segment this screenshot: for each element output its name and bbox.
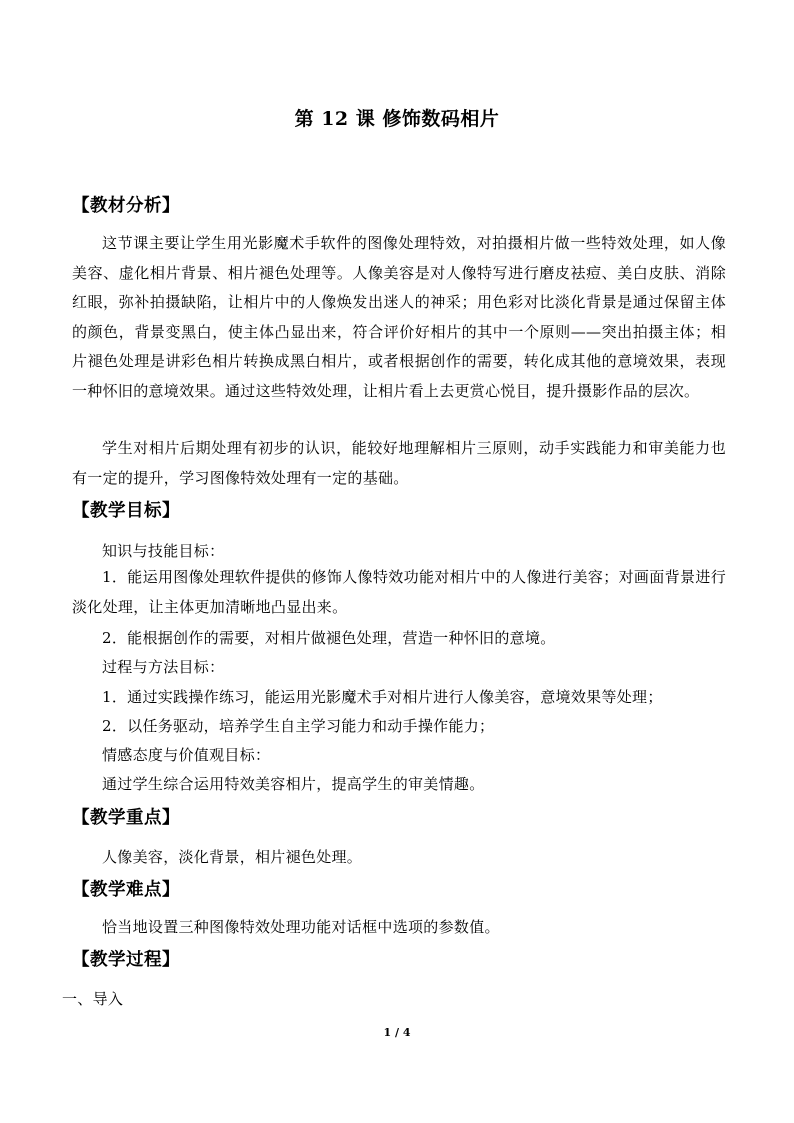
process-goal-2: 2．以任务驱动，培养学生自主学习能力和动手操作能力； — [102, 717, 495, 735]
section-heading-process: 【教学过程】 — [72, 950, 180, 970]
key-points-text: 人像美容，淡化背景，相片褪色处理。 — [102, 848, 363, 866]
process-goals-label: 过程与方法目标： — [102, 658, 225, 676]
material-analysis-paragraph-2: 学生对相片后期处理有初步的认识，能较好地理解相片三原则，动手实践能力和审美能力也有一定的提升，学习图像特效处理有一定的基础。 — [72, 439, 726, 487]
page-number: 1 / 4 — [383, 1026, 411, 1039]
section-heading-key-points: 【教学重点】 — [72, 808, 180, 828]
knowledge-goals-label: 知识与技能目标： — [102, 542, 225, 560]
emotion-goals-label: 情感态度与价值观目标： — [102, 746, 271, 764]
knowledge-goal-2: 2．能根据创作的需要，对相片做褪色处理，营造一种怀旧的意境。 — [102, 629, 556, 647]
section-heading-material-analysis: 【教材分析】 — [72, 196, 180, 216]
knowledge-goal-1: 1．能运用图像处理软件提供的修饰人像特效功能对相片中的人像进行美容；对画面背景进行淡化处理，让主体更加清晰地凸显出来。 — [72, 568, 726, 616]
section-heading-difficulties: 【教学难点】 — [72, 880, 180, 900]
page-title: 第 12 课 修饰数码相片 — [294, 108, 500, 130]
section-heading-teaching-goals: 【教学目标】 — [72, 501, 180, 521]
process-goal-1: 1．通过实践操作练习，能运用光影魔术手对相片进行人像美容，意境效果等处理； — [102, 688, 663, 706]
process-item-intro: 一、导入 — [62, 990, 124, 1008]
emotion-goal-1: 通过学生综合运用特效美容相片，提高学生的审美情趣。 — [102, 775, 485, 793]
material-analysis-paragraph-1: 这节课主要让学生用光影魔术手软件的图像处理特效，对拍摄相片做一些特效处理，如人像美容、虚化相片背景、相片褪色处理等。人像美容是对人像特写进行磨皮祛痘、美白皮肤、消除红眼，弥补拍摄缺陷，让相片中的人像焕发出迷人的神采；用色彩对比淡化背景是通过保留主体的颜色，背景变黑白，使主体凸显出来，符合评价好相片的其中一个原则——突出拍摄主体；相片褪色处理是讲彩色相片转换成黑白相片，或者根据创作的需要，转化成其他的意境效果，表现一种怀旧的意境效果。通过这些特效处理，让相片看上去更赏心悦目，提升摄影作品的层次。 — [72, 234, 726, 400]
difficulties-text: 恰当地设置三种图像特效处理功能对话框中选项的参数值。 — [102, 918, 500, 936]
